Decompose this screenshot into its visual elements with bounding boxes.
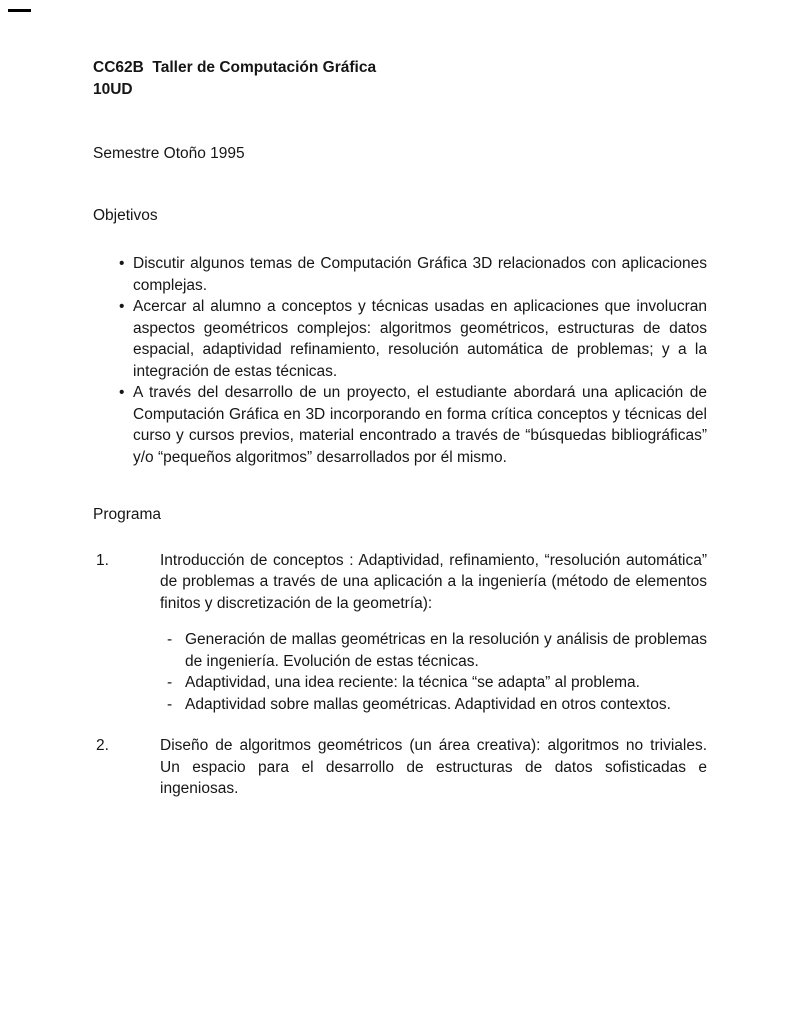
- objective-text: A través del desarrollo de un proyecto, el estudiante abordará una aplicación de Computación Gráfica en 3D incorporando en forma crítica conceptos y técnicas del curso y cursos previos, material encontrado a través de “búsquedas bibliográficas” y/o “pequeños algoritmos” desarrollados por él mismo.: [133, 384, 707, 466]
- objectives-heading: Objetivos: [93, 206, 158, 224]
- program-item-text: Diseño de algoritmos geométricos (un área creativa): algoritmos no triviales. Un espacio para el desarrollo de estructuras de datos sofisticadas e ingeniosas.: [160, 737, 707, 797]
- document-header: [93, 57, 707, 100]
- list-item: [93, 735, 707, 800]
- subitem-text: Adaptividad, una idea reciente: la técnica “se adapta” al problema.: [185, 674, 640, 691]
- item-number: 1.: [96, 551, 109, 569]
- program-list: [93, 550, 707, 800]
- list-item: [93, 694, 707, 716]
- objective-text: Acercar al alumno a conceptos y técnicas usadas en aplicaciones que involucran aspectos geométricos complejos: algoritmos geométricos, estructuras de datos espacial, adaptividad refinamiento, resolución automática de problemas; y a la integración de estas técnicas.: [133, 298, 707, 380]
- item-number: 2.: [96, 737, 109, 754]
- list-item: [93, 382, 707, 468]
- list-item: [93, 629, 707, 672]
- dash-icon: -: [167, 631, 173, 648]
- course-units: 10UD: [93, 80, 133, 98]
- subitem-text: Adaptividad sobre mallas geométricas. Adaptividad en otros contextos.: [185, 695, 671, 713]
- objectives-list: [93, 253, 707, 468]
- dash-icon: -: [167, 695, 173, 713]
- dash-icon: -: [167, 674, 173, 691]
- list-item: [93, 253, 707, 296]
- program-item-text: Introducción de conceptos : Adaptividad, refinamiento, “resolución automática” de problemas a través de una aplicación a la ingeniería (método de elementos finitos y discretización de la geometría):: [160, 551, 707, 612]
- program-heading: Programa: [93, 506, 162, 523]
- list-item: [93, 296, 707, 382]
- scan-artifact-dash: [8, 9, 31, 12]
- list-item: [93, 550, 707, 615]
- subitem-text: Generación de mallas geométricas en la resolución y análisis de problemas de ingeniería. Evolución de estas técnicas.: [185, 631, 707, 670]
- bullet-icon: •: [119, 384, 125, 401]
- objective-text: Discutir algunos temas de Computación Gráfica 3D relacionados con aplicaciones complejas.: [133, 255, 707, 294]
- bullet-icon: •: [119, 298, 125, 315]
- program-sublist: [93, 629, 707, 715]
- list-item: [93, 672, 707, 694]
- semester-line: Semestre Otoño 1995: [93, 145, 245, 162]
- bullet-icon: •: [119, 255, 125, 272]
- course-title: CC62B Taller de Computación Gráfica: [93, 59, 377, 76]
